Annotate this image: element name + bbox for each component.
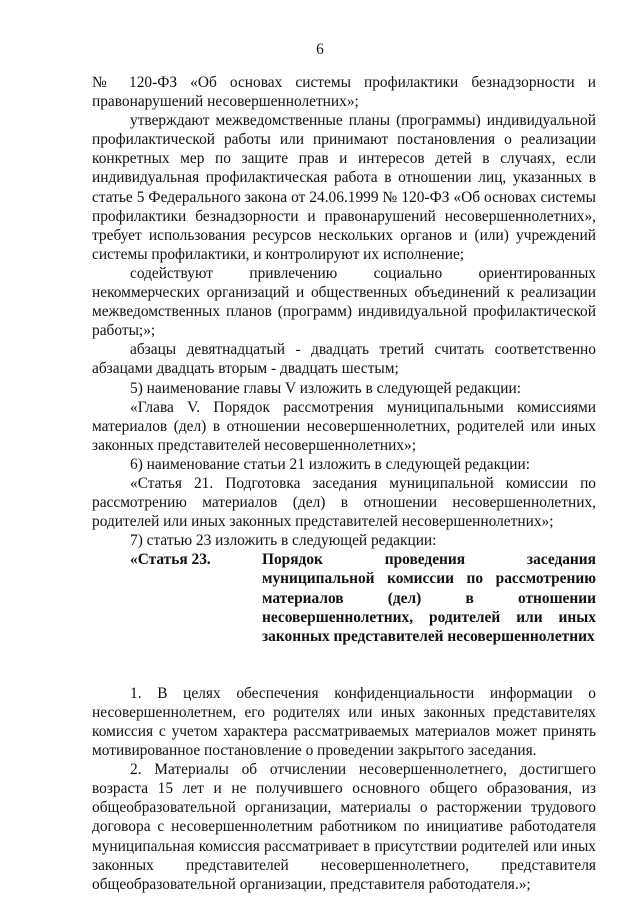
paragraph: абзацы девятнадцатый - двадцать третий считать соответственно абзацами двадцать вторым - двадцать шестым; bbox=[92, 341, 596, 378]
paragraph: содействуют привлечению социально ориентированных некоммерческих организаций и общественных объединений к реализации межведомственных планов (программ) индивидуальной профилактической работы;»; bbox=[92, 264, 596, 340]
paragraph: 2. Материалы об отчислении несовершеннолетнего, достигшего возраста 15 лет и не получившего основного общего образования, из общеобразовательной организации, материалы о расторжении трудового договора с несовершеннолетним работником по инициативе работодателя муниципальная комиссия рассматривает в присутствии родителей или иных законных представителей несовершеннолетнего, представителя общеобразовательной организации, представителя работодателя.»; bbox=[92, 761, 596, 893]
paragraph: 1. В целях обеспечения конфиденциальности информации о несовершеннолетнем, его родителях или иных законных представителях комиссия с учетом характера рассматриваемых материалов может принять мотивированное постановление о проведении закрытого заседания. bbox=[92, 684, 596, 760]
article-number: «Статья 23. bbox=[130, 551, 211, 569]
paragraph: 6) наименование статьи 21 изложить в следующей редакции: bbox=[130, 455, 531, 473]
document-body bbox=[92, 73, 596, 894]
paragraph: «Статья 21. Подготовка заседания муниципальной комиссии по рассмотрению материалов (дел) в отношении несовершеннолетних, родителей или иных законных представителей несовершеннолетних»; bbox=[92, 474, 596, 531]
article-heading bbox=[92, 550, 596, 645]
page-number: 6 bbox=[316, 41, 324, 58]
paragraph: утверждают межведомственные планы (программы) индивидуальной профилактической работы или принимают постановления о реализации конкретных мер по защите прав и интересов детей в случаях, если индивидуальная профилактическая работа в отношении лиц, указанных в статье 5 Федерального закона от 24.06.1999 № 120-ФЗ «Об основах системы профилактики безнадзорности и правонарушений несовершеннолетних», требует использования ресурсов нескольких органов и (или) учреждений системы профилактики, и контролируют их исполнение; bbox=[92, 112, 596, 263]
paragraph: «Глава V. Порядок рассмотрения муниципальными комиссиями материалов (дел) в отношении несовершеннолетних, родителей или иных законных представителей несовершеннолетних»; bbox=[92, 398, 596, 454]
paragraph: 5) наименование главы V изложить в следующей редакции: bbox=[130, 379, 521, 397]
paragraph: № 120-ФЗ «Об основах системы профилактики безнадзорности и правонарушений несовершеннолетних»; bbox=[92, 74, 596, 111]
spacer bbox=[92, 646, 596, 684]
paragraph: 7) статью 23 изложить в следующей редакции: bbox=[130, 532, 437, 550]
article-title: Порядок проведения заседания муниципальной комиссии по рассмотрению материалов (дел) в отношении несовершеннолетних, родителей или иных законных представителей несовершеннолетних bbox=[262, 551, 596, 645]
